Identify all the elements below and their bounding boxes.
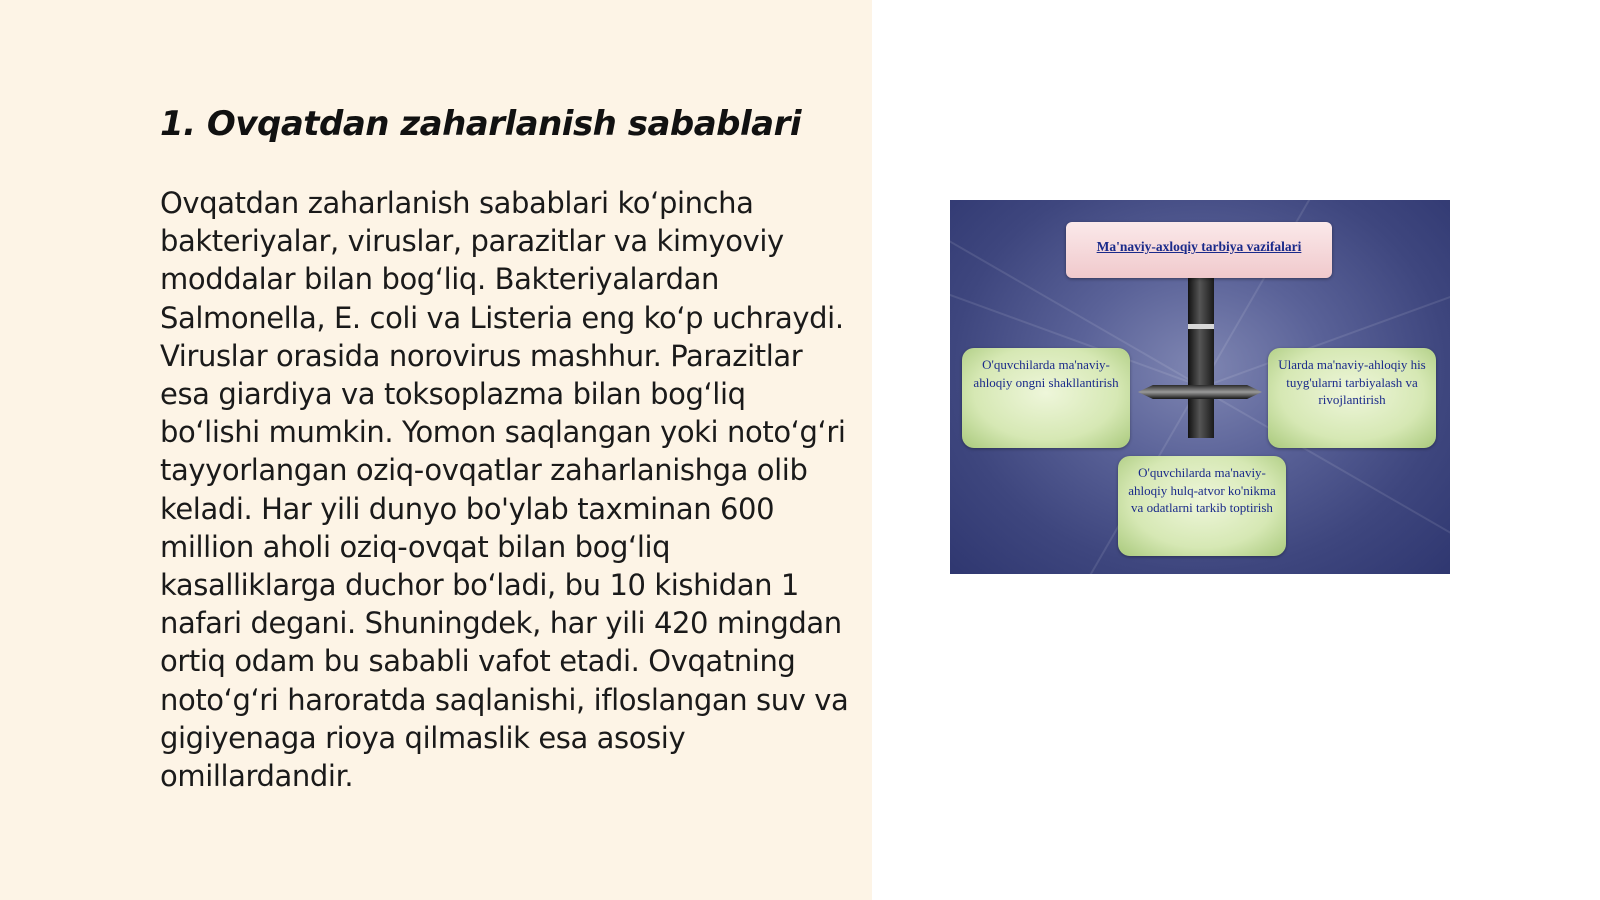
slide-body-text: Ovqatdan zaharlanish sabablari koʻpincha bakteriyalar, viruslar, parazitlar va kimyoviy moddalar bilan bogʻliq. Bakteriyalardan Salmonella, E. coli va Listeria eng koʻp uchraydi. Viruslar orasida norovirus mashhur. Parazitlar esa giardiya va toksoplazma bilan bogʻliq boʻlishi mumkin. Yomon saqlangan yoki notoʻgʻri tayyorlangan oziq-ovqatlar zaharlanishga olib keladi. Har yili dunyo bo'ylab taxminan 600 million aholi oziq-ovqat bilan bogʻliq kasalliklarga duchor boʻladi, bu 10 kishidan 1 nafari degani. Shuningdek, har yili 420 mingdan ortiq odam bu sababli vafot etadi. Ovqatning notoʻgʻri haroratda saqlanishi, ifloslangan suv va gigiyenaga rioya qilmaslik esa asosiy omillardandir. <box>160 186 849 794</box>
diagram-connector-gap <box>1188 324 1214 329</box>
slide-title: 1. Ovqatdan zaharlanish sabablari <box>160 104 802 144</box>
diagram-left-box: O'quvchilarda ma'naviy-ahloqiy ongni shakllantirish <box>962 348 1130 448</box>
diagram-right-box: Ularda ma'naviy-ahloqiy his tuyg'ularni tarbiyalash va rivojlantirish <box>1268 348 1436 448</box>
diagram-horizontal-connector <box>1138 385 1262 399</box>
diagram-top-box: Ma'naviy-axloqiy tarbiya vazifalari <box>1066 222 1332 278</box>
diagram-vertical-connector <box>1188 278 1214 438</box>
diagram-bottom-box: O'quvchilarda ma'naviy-ahloqiy hulq-atvor ko'nikma va odatlarni tarkib toptirish <box>1118 456 1286 556</box>
diagram-image <box>950 200 1450 574</box>
